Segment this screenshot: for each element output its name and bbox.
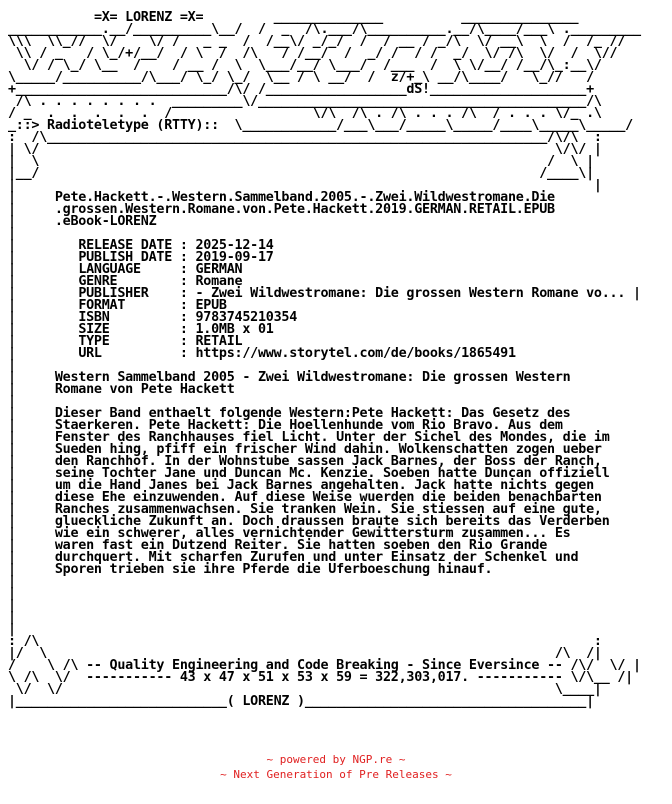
description-line-10: glueckliche Zukunft an. Doch draussen braute sich bereits das Verderben: [54, 514, 610, 529]
field-genre-value: Romane: [195, 274, 243, 289]
field-isbn-label: ISBN: [78, 310, 173, 325]
description-line-14: Sporen trieben sie ihre Pferde die Uferboeschung hinauf.: [54, 562, 493, 577]
release-name-line-3: .eBook-LORENZ: [54, 214, 157, 229]
field-language-label: LANGUAGE: [78, 262, 173, 277]
powered-by-link[interactable]: ~ powered by NGP.re ~: [266, 753, 406, 766]
field-isbn-value: 9783745210354: [195, 310, 298, 325]
field-format-label: FORMAT: [78, 298, 173, 313]
field-release-date-label: RELEASE DATE: [78, 238, 173, 253]
description-line-3: Fenster des Ranchhauses fiel Licht. Unter der Sichel des Mondes, die im: [54, 430, 610, 445]
description-line-7: um die Hand Janes bei Jack Barnes angehalten. Jack hatte nichts gegen: [54, 478, 594, 493]
field-type-value: RETAIL: [195, 334, 243, 349]
nfo-header: =X= LORENZ =X= ______________ _______________ ____________.__/__________\__/ / _ /\.___/\__________.__/\____/___\ ._________ \\\ \\_// \/ \/ / _ _ / /__\/ _/_/ / / __ / _/\ \/ __\ \ / /_ // \\ / _ / \_/+/__/ / \ / /\ / /__/ / _/ / / / _/ \/ /\ \/ / \// \/ / \_/ \__ / / __ / \ \___/__/ \___/ /___ / \ \/__/ /__/\_:__\/ \_____/__________/\___/ \_/ \_/ \__ / \ __/ / z/+_\ __/\____/ \_// / +___________________________/\/ /__________________dS!____________________+ /\ . . . . . . . . _________\/__________________________________________/\ / _ . . . . . / \/\ /\ . /\ . . . /\ / . . . \/_ .\ _::> Radioteletype (RTTY):: \____________/___\___/_____\_____/____\_____\_____/ : /\________________________________________________________________/\/\ : | \/ \/\/ | | \ / \ | |__/ /____\| | | | Pete.Hackett.-.Western.Sammelband.2005.-.Zwei.Wildwestromane.Die | .grossen.Western.Romane.von.Pete.Hackett.2019.GERMAN.RETAIL.EPUB | .eBook-LORENZ | | RELEASE DATE : 2025-12-14 | PUBLISH DATE : 2019-09-17 | LANGUAGE : GERMAN | GENRE : Romane | PUBLISHER : - Zwei Wildwestromane: Die grossen Western Romane vo... | | FORMAT : EPUB | ISBN : 9783745210354 | SIZE : 1.0MB x 01 | TYPE : RETAIL | URL : https://www.storytel.com/de/books/1865491 | | Western Sammelband 2005 - Zwei Wildwestromane: Die grossen Western | Romane von Pete Hackett | | Dieser Band enthaelt folgende Western:Pete Hackett: Das Gesetz des | Staerkeren. Pete Hackett: Die Hoellenhunde vom Rio Bravo. Aus dem | Fenster des Ranchhauses fiel Licht. Unter der Sichel des Mondes, die im | Sueden hing, pfiff ein frischer Wind dahin. Wolkenschatten zogen ueber | den Ranchhof. In der Wohnstube sassen Jack Barnes, der Boss der Ranch, | seine Tochter Jane und Duncan Mc. Kenzie. Soeben hatte Duncan offiziell | um die Hand Janes bei Jack Barnes angehalten. Jack hatte nichts gegen | diese Ehe einzuwenden. Auf diese Weise wuerden die beiden benachbarten | Ranches zusammenwachsen. Sie tranken Wein. Sie stiessen auf eine gute, | glueckliche Zukunft an. Doch draussen braute sich bereits das Verderben | wie ein schwerer, alles vernichtender Gewittersturm zusammen... Es | waren fast ein Dutzend Reiter. Sie hatten soeben den Rio Grande | durchquert. Mit scharfen Zurufen und unter Einsatz der Schenkel und | Sporen trieben sie ihre Pferde die Uferboeschung hinauf. | | | | | : /\ : |/ \ /\ /| / \ /\ -- Quality Engineering and Code Breaking - Since Eversince -- /\/ \/ | \ /\ \/ ----------- 43 x 47 x 51 x 53 x 59 = 322,303,017. ----------- \/\__ /| \/ \/ \____| |___________________________( LORENZ )____________________________________|: [8, 10, 641, 709]
field-genre-label: GENRE: [78, 274, 173, 289]
group-name: ( LORENZ ): [226, 694, 305, 709]
description-line-13: durchquert. Mit scharfen Zurufen und unter Einsatz der Schenkel und: [54, 550, 579, 565]
field-size-label: SIZE: [78, 322, 173, 337]
field-publish-date-label: PUBLISH DATE: [78, 250, 173, 265]
field-size-value: 1.0MB x 01: [195, 322, 274, 337]
description-line-5: den Ranchhof. In der Wohnstube sassen Jack Barnes, der Boss der Ranch,: [54, 454, 602, 469]
description-line-4: Sueden hing, pfiff ein frischer Wind dahin. Wolkenschatten zogen ueber: [54, 442, 602, 457]
subtitle-line-1: Western Sammelband 2005 - Zwei Wildwestromane: Die grossen Western: [54, 370, 571, 385]
field-language-value: GERMAN: [195, 262, 243, 277]
description-line-2: Staerkeren. Pete Hackett: Die Hoellenhunde vom Rio Bravo. Aus dem: [54, 418, 563, 433]
release-name-line-2: .grossen.Western.Romane.von.Pete.Hackett.2019.GERMAN.RETAIL.EPUB: [54, 202, 555, 217]
description-line-12: waren fast ein Dutzend Reiter. Sie hatten soeben den Rio Grande: [54, 538, 548, 553]
field-format-value: EPUB: [195, 298, 227, 313]
nfo-text: [8, 12, 641, 708]
description-line-6: seine Tochter Jane und Duncan Mc. Kenzie. Soeben hatte Duncan offiziell: [54, 466, 610, 481]
motto: -- Quality Engineering and Code Breaking - Since Eversince --: [86, 658, 563, 673]
group-title: =X= LORENZ =X=: [93, 10, 204, 25]
next-gen-tagline: ~ Next Generation of Pre Releases ~: [220, 768, 452, 781]
description-line-11: wie ein schwerer, alles vernichtender Gewittersturm zusammen... Es: [54, 526, 571, 541]
field-url-value: https://www.storytel.com/de/books/1865491: [195, 346, 516, 361]
field-publish-date-value: 2019-09-17: [195, 250, 274, 265]
field-publisher-value: - Zwei Wildwestromane: Die grossen Western Romane vo...: [195, 286, 626, 301]
field-type-label: TYPE: [78, 334, 173, 349]
field-publisher-label: PUBLISHER: [78, 286, 173, 301]
tagline: _::> Radioteletype (RTTY)::: [8, 118, 219, 133]
math-line: ----------- 43 x 47 x 51 x 53 x 59 = 322,303,017. -----------: [86, 670, 563, 685]
field-release-date-value: 2025-12-14: [195, 238, 274, 253]
subtitle-line-2: Romane von Pete Hackett: [54, 382, 235, 397]
description-line-1: Dieser Band enthaelt folgende Western:Pete Hackett: Das Gesetz des: [54, 406, 571, 421]
field-url-label: URL: [78, 346, 173, 361]
release-name-line-1: Pete.Hackett.-.Western.Sammelband.2005.-.Zwei.Wildwestromane.Die: [54, 190, 555, 205]
description-line-8: diese Ehe einzuwenden. Auf diese Weise wuerden die beiden benachbarten: [54, 490, 602, 505]
description-line-9: Ranches zusammenwachsen. Sie tranken Wein. Sie stiessen auf eine gute,: [54, 502, 602, 517]
